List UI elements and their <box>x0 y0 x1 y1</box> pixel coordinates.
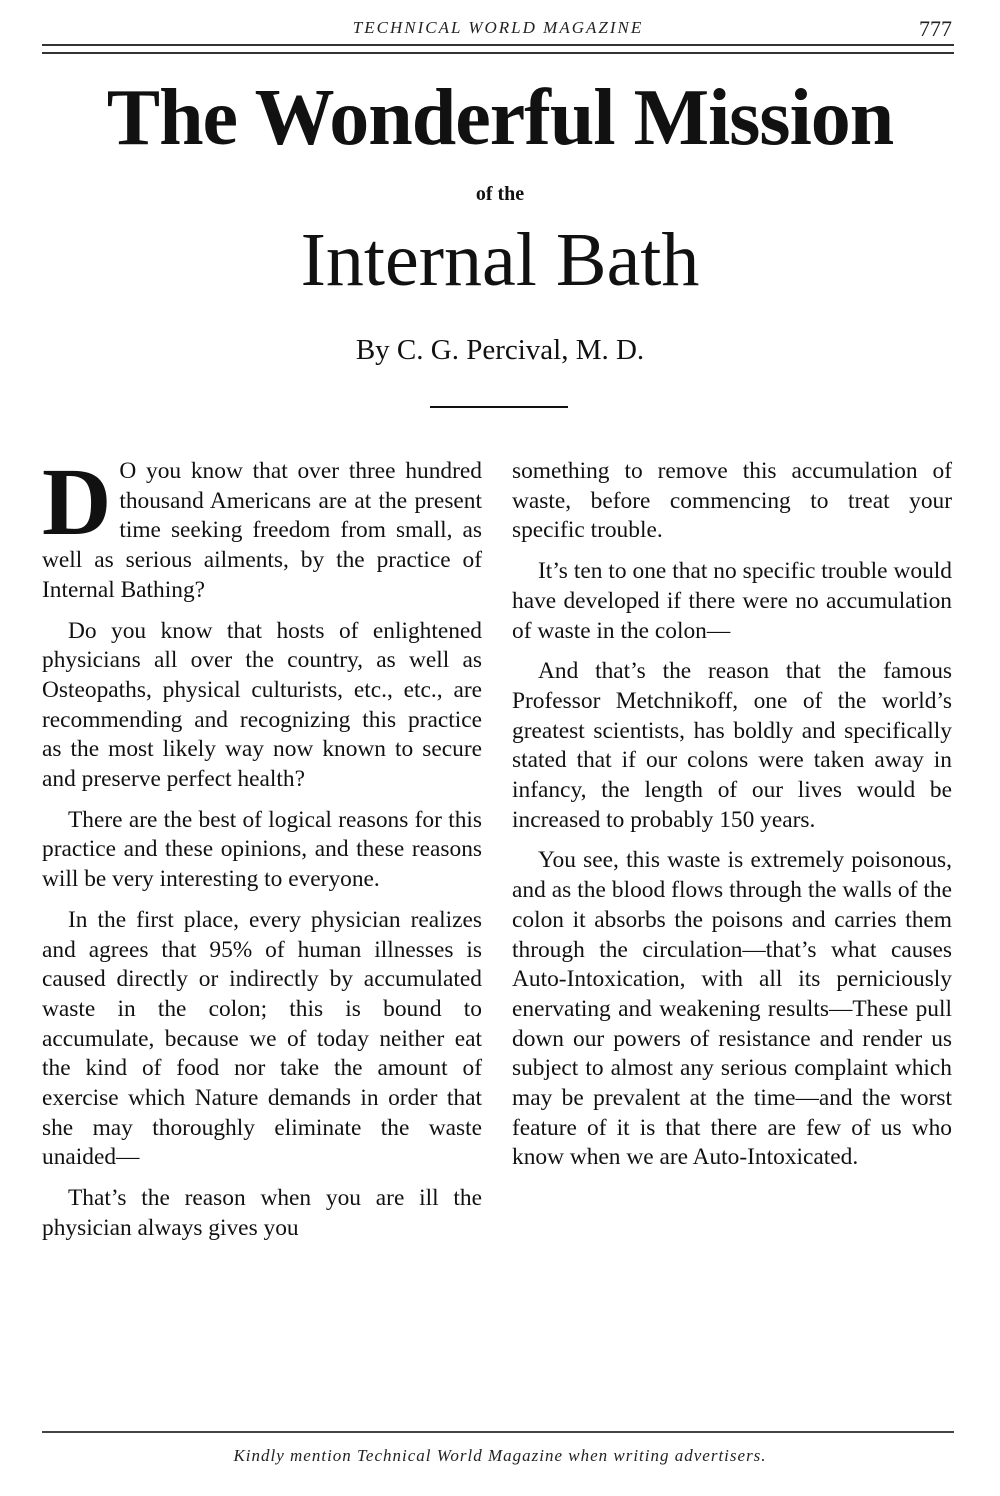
byline: By C. G. Percival, M. D. <box>355 334 645 366</box>
footer-note: Kindly mention Technical World Magazine when writing advertisers. <box>233 1446 767 1465</box>
left-column <box>42 448 482 1255</box>
page-number: 777 <box>919 16 952 41</box>
paragraph: You see, this waste is extremely poisonous, and as the blood flows through the walls of the colon it absorbs the poisons and carries them through the circulation—that’s what causes Auto-Intoxication, with all its perniciously enervating and weakening results—These pull down our powers of resistance and render us subject to almost any serious complaint which may be prevalent at the time—and the worst feature of it is that there are few of us who know when we are Auto-Intoxicated. <box>512 847 952 1171</box>
paragraph <box>42 448 482 606</box>
paragraph: In the first place, every physician realizes and agrees that 95% of human illnesses is caused directly or indirectly by accumulated waste in the colon; this is bound to accumulate, because we of today neither eat the kind of food nor take the amount of exercise which Nature demands in order that she may thoroughly eliminate the waste unaided— <box>42 906 482 1171</box>
paragraph: There are the best of logical reasons for this practice and these opinions, and these reasons will be very interesting to everyone. <box>42 806 482 893</box>
footer-rule <box>42 1431 954 1433</box>
article-title: The Wonderful Mission <box>106 74 894 162</box>
magazine-title: TECHNICAL WORLD MAGAZINE <box>352 18 644 37</box>
right-column <box>512 457 952 1184</box>
header-double-rule <box>42 44 954 54</box>
drop-cap: D <box>42 448 112 555</box>
paragraph-text: O you know that over three hundred thousand Americans are at the present time seeking freedom from small, as well as serious ailments, by the practice of Internal Bathing? <box>42 458 482 603</box>
article-subtitle: Internal Bath <box>300 218 700 302</box>
paragraph: And that’s the reason that the famous Professor Metchnikoff, one of the world’s greatest scientists, has boldly and specifically stated that if our colons were taken away in infancy, the length of our lives would be increased to probably 150 years. <box>512 658 952 833</box>
running-head <box>42 14 954 44</box>
paragraph-continued: something to remove this accumulation of waste, before commencing to treat your specific trouble. <box>512 458 952 544</box>
paragraph: It’s ten to one that no specific trouble would have developed if there were no accumulation of waste in the colon— <box>512 558 952 644</box>
article-title-connector: of the <box>475 183 525 205</box>
paragraph: Do you know that hosts of enlightened physicians all over the country, as well as Osteopaths, physical culturists, etc., etc., are recommending and recognizing this practice as the most likely way now known to secure and preserve perfect health? <box>42 617 482 793</box>
title-divider <box>430 406 568 408</box>
paragraph: That’s the reason when you are ill the physician always gives you <box>42 1185 482 1241</box>
